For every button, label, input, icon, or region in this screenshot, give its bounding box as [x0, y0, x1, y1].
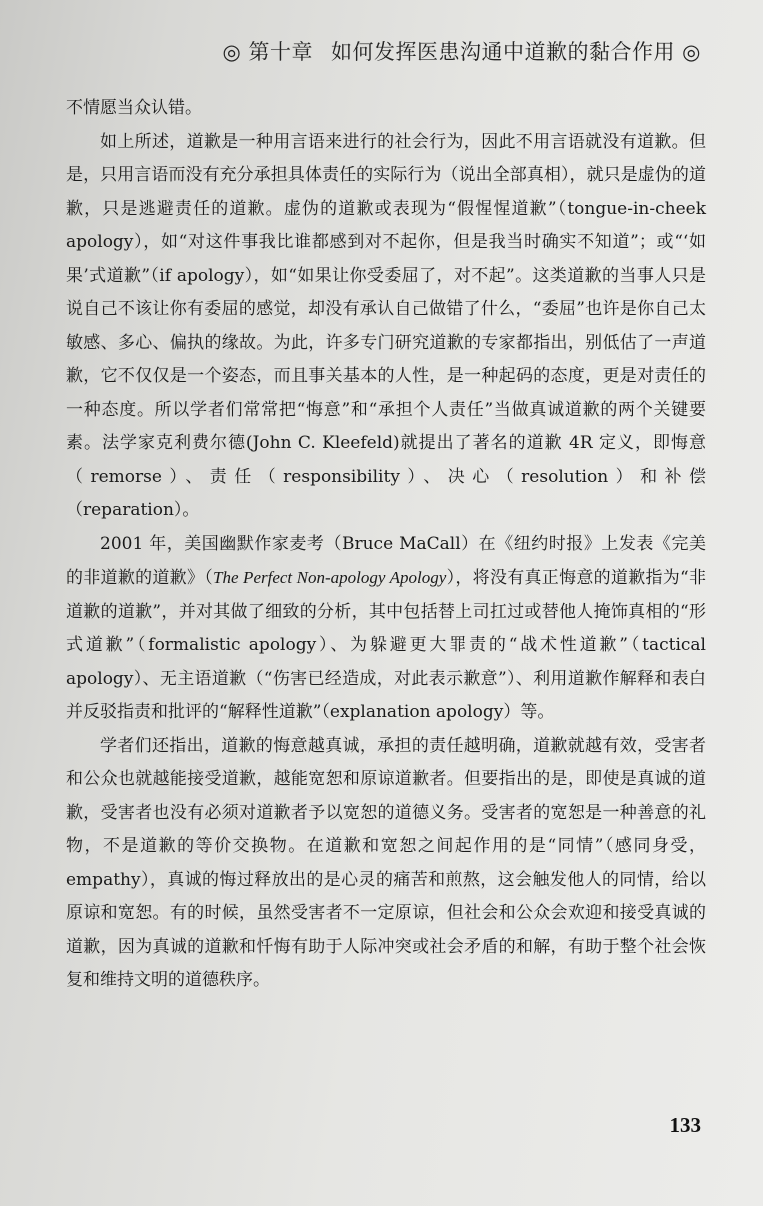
page-number: 133	[669, 1113, 701, 1137]
chapter-label: ◎ 第十章	[222, 40, 313, 64]
paragraph-text: 如上所述，道歉是一种用言语来进行的社会行为，因此不用言语就没有道歉。但是，只用言语而没有充分承担具体责任的实际行为（说出全部真相），就只是虚伪的道歉，只是逃避责任的道歉。虚伪的道歉或表现为“假惺惺道歉”（tongue-in-cheek apology），如“对这件事我比谁都感到对不起你，但是我当时确实不知道”；或“‘如果’式道歉”（if apology），如“如果让你受委屈了，对不起”。这类道歉的当事人只是说自己不该让你有委屈的感觉，却没有承认自己做错了什么，“委屈”也许是你自己太敏感、多心、偏执的缘故。为此，许多专门研究道歉的专家都指出，别低估了一声道歉，它不仅仅是一个姿态，而且事关基本的人性，是一种起码的态度，更是对责任的一种态度。所以学者们常常把“悔意”和“承担个人责任”当做真诚道歉的两个关键要素。法学家克利费尔德(John C. Kleefeld)就提出了著名的道歉 4R 定义，即悔意（remorse）、责任（responsibility）、决心（resolution）和补偿（reparation）。	[66, 131, 706, 520]
chapter-title: 如何发挥医患沟通中道歉的黏合作用 ◎	[331, 40, 701, 64]
italic-title: The Perfect Non-apology Apology	[213, 568, 447, 587]
paragraph-text: 2001 年，美国幽默作家麦考（Bruce MaCall）在《纽约时报》上发表《完美的非道歉的道歉》（	[66, 533, 706, 588]
paragraph	[66, 730, 706, 998]
paragraph	[66, 126, 706, 528]
running-header	[223, 36, 702, 66]
paragraph	[66, 92, 706, 126]
paragraph	[66, 528, 706, 730]
paragraph-text: 学者们还指出，道歉的悔意越真诚，承担的责任越明确，道歉就越有效，受害者和公众也就越能接受道歉，越能宽恕和原谅道歉者。但要指出的是，即使是真诚的道歉，受害者也没有必须对道歉者予以宽恕的道德义务。受害者的宽恕是一种善意的礼物，不是道歉的等价交换物。在道歉和宽恕之间起作用的是“同情”（感同身受，empathy），真诚的悔过释放出的是心灵的痛苦和煎熬，这会触发他人的同情，给以原谅和宽恕。有的时候，虽然受害者不一定原谅，但社会和公众会欢迎和接受真诚的道歉，因为真诚的道歉和忏悔有助于人际冲突或社会矛盾的和解，有助于整个社会恢复和维持文明的道德秩序。	[66, 735, 706, 990]
body-text	[66, 92, 706, 998]
paragraph-text: ），将没有真正悔意的道歉指为“非道歉的道歉”，并对其做了细致的分析，其中包括替上司扛过或替他人掩饰真相的“形式道歉”（formalistic apology）、为躲避更大罪责的“战术性道歉”（tactical apology）、无主语道歉（“伤害已经造成，对此表示歉意”）、利用道歉作解释和表白并反驳指责和批评的“解释性道歉”（explanation apology）等。	[66, 568, 707, 722]
paragraph-text: 不情愿当众认错。	[66, 98, 202, 118]
